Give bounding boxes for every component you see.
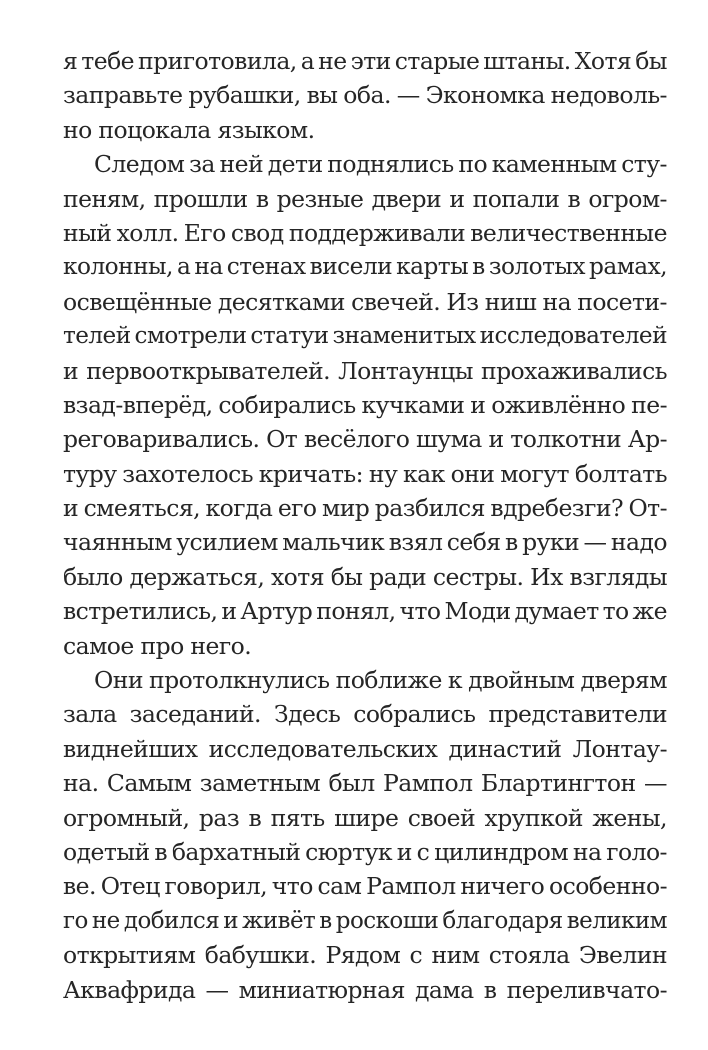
text-line: телей смотрели статуи знаменитых исследователей (63, 323, 667, 350)
paragraph (63, 147, 667, 663)
body-text (63, 44, 667, 1007)
text-line: на. Самым заметным был Рампол Блартингтон — (63, 769, 667, 798)
text-line: Они протолкнулись поближе к двойным дверям (94, 666, 667, 695)
paragraph (63, 663, 667, 1007)
text-line: и первооткрывателей. Лонтаунцы прохаживались (63, 356, 667, 385)
text-line: одетый в бархатный сюртук и с цилиндром на голо- (63, 837, 667, 866)
text-line: открытиям бабушки. Рядом с ним стояла Эвелин (63, 941, 667, 970)
text-line: Следом за ней дети поднялись по каменным сту- (94, 150, 667, 179)
text-line: я тебе приготовила, а не эти старые штаны. Хотя бы (63, 47, 667, 75)
text-line: туру захотелось кричать: ну как они могут болтать (63, 459, 667, 488)
text-line: зала заседаний. Здесь собрались представители (63, 700, 667, 729)
text-line: виднейших исследовательских династий Лонтау- (63, 734, 667, 763)
text-line: заправьте рубашки, вы оба. — Экономка недоволь- (63, 81, 667, 110)
text-line: встретились, и Артур понял, что Моди думает то же (63, 597, 667, 626)
text-line: и смеяться, когда его мир разбился вдребезги? От- (63, 494, 667, 523)
text-line: самое про него. (63, 631, 252, 660)
text-line: го не добился и живёт в роскоши благодаря великим (63, 907, 667, 934)
text-line: реговаривались. От весёлого шума и толкотни Ар- (63, 425, 667, 454)
text-line: но поцокала языком. (63, 115, 315, 144)
text-line: Аквафрида — миниатюрная дама в переливчато- (63, 975, 667, 1004)
text-line: взад-вперёд, собирались кучками и оживлённо пе- (63, 390, 667, 419)
text-line: ве. Отец говорил, что сам Рампол ничего особенно- (63, 872, 667, 901)
text-line: чаянным усилием мальчик взял себя в руки — надо (63, 528, 667, 557)
text-line: было держаться, хотя бы ради сестры. Их взгляды (63, 562, 667, 591)
text-line: освещённые десятками свечей. Из ниш на посети- (63, 287, 667, 316)
text-line: колонны, а на стенах висели карты в золотых рамах, (63, 253, 667, 281)
text-line: пеням, прошли в резные двери и попали в огром- (63, 184, 667, 213)
paragraph (63, 44, 667, 147)
text-line: ный холл. Его свод поддерживали величественные (63, 218, 667, 247)
text-line: огромный, раз в пять шире своей хрупкой жены, (63, 803, 667, 832)
